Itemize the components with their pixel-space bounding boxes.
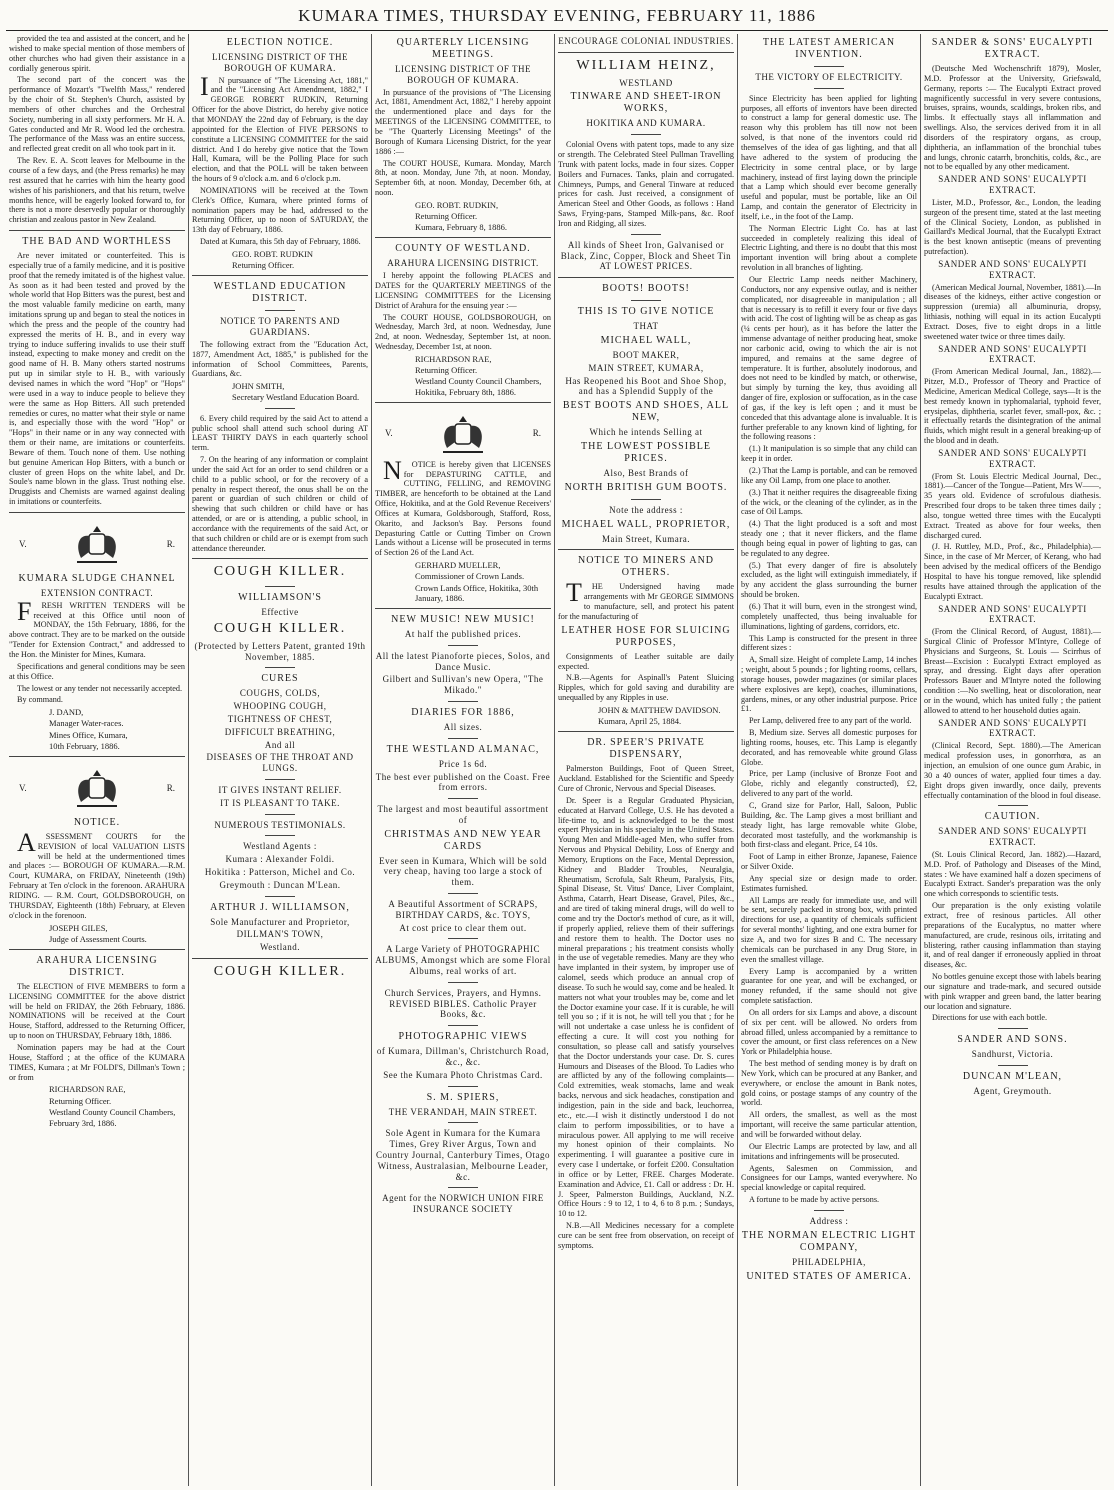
divider [448,645,478,646]
scraps-text: A Beautiful Assortment of SCRAPS, BIRTHDAY CARDS, &c. TOYS, [388,899,538,920]
special-size-text: Any special size or design made to order. Estimates furnished. [741,873,917,893]
signature-place: Westland County Council Chambers, [49,1106,176,1117]
westland-text: Westland. [259,942,301,953]
divider [448,701,478,702]
delivered-text: Per Lamp, delivered free to any part of the world. [749,716,912,726]
speer-heading: DR. SPEER'S PRIVATE DISPENSARY, [587,737,705,761]
mosler-text: (Deutsche Med Wochenschrift 1879), Mosler, M.D. Professor at the University, Griefswald, Germany, reports :— The Eucalypti Extract proved magnificently successful in very severe contusions, bruises, sprains, wounds, scaldings, broken ribs, and limbs. It effectually stays all inflammation and swellings. Also, the services derived from it in all disorders of the respiratory organs, as croup, diphtheria, an inflammation of the bronchial tubes and lungs, chronic catarrh, bronchitis, colds, &c., are not to be equalled by any other medicament. [924,64,1101,172]
divider [558,731,734,732]
signature-name: GERHARD MUELLER, [415,560,501,571]
signature-name: JOHN & MATTHEW DAVIDSON. [598,704,721,715]
divider [192,958,368,959]
signature-title: Judge of Assessment Courts. [49,933,147,944]
encourage-heading: ENCOURAGE COLONIAL INDUSTRIES. [558,36,734,46]
lowest-prices-heading: THE LOWEST POSSIBLE PRICES. [581,440,711,464]
signature-name: JOHN SMITH, [232,381,285,392]
protected-text: Our Electric Lamps are protected by law, and all imitations and infringements will be prosecuted. [741,1141,917,1161]
divider [558,52,734,53]
column-6 [921,34,1104,1486]
electric-text-1: Since Electricity has been applied for lighting purposes, all efforts of inventors have been directed to construct a lamp for general domestic use. The reason why this problem has till now not been solved, is that none of the inventors could rid themselves of the idea of gas lighting, and that all have adhered to the system of producing the Electricity in some central place, or by large machinery, instead of first laying down the principle that a Lamp which should ever become generally useful and popular, must be portable, like an Oil Lamp, and contain the generator of Electricity in itself, i.e., in the foot of the Lamp. [741,93,917,221]
signature-date: Kumara, April 25, 1884. [598,716,682,727]
column-2 [189,34,372,1486]
divider [265,835,295,836]
agents-wanted-text: Agents, Salesmen on Commission, and Consignees for our Lamps, wanted everywhere. No special knowledge or capital required. [741,1163,917,1193]
cancer-text: (From St. Louis Electric Medical Journal, Dec., 1881).—Cancer of the Tongue—Patient, Mrs W——, 35 years old. Evidence of scrofulous diathesis. Prescribed four drops to be taken three times daily ; also, tongue wetted three times with the Eucalypti Extract. Treated as above for four weeks, then discharged cured. [924,471,1101,540]
reason-5-text: (5.) That every danger of fire is absolutely excluded, as the light will extinguish immediately, if by any accident the glass surrounding the burner should be broken. [741,560,917,600]
parents-heading: NOTICE TO PARENTS AND GUARDIANS. [219,316,341,338]
best-brands-text: Also, Best Brands of [603,467,689,478]
sander-sons-heading: SANDER AND SONS. [957,1034,1068,1046]
philadelphia-text: PHILADELPHIA, [792,1256,866,1267]
reason-6-text: (6.) That it will burn, even in the strongest wind, completely unaffected, thus being invaluable for illuminations, lighting of gardens, corridors, etc. [741,601,917,631]
hop-bitters-heading: THE BAD AND WORTHLESS [22,236,172,248]
divider [265,667,295,668]
directions-text: Directions for use with each bottle. [932,1013,1048,1023]
column-1 [6,34,189,1486]
divider [558,549,734,550]
divider [814,88,844,89]
cure-item: WHOOPING COUGH, [233,701,327,712]
photo-card-text: See the Kumara Photo Christmas Card. [383,1069,543,1080]
divider [448,938,478,939]
royal-arms-icon [433,412,493,456]
cure-item: DISEASES OF THE THROAT AND LUNGS. [206,752,354,774]
divider [9,512,185,513]
eucalypti-subheading: SANDER AND SONS' EUCALYPTI EXTRACT. [938,447,1087,469]
arahura-appoint-text: I hereby appoint the following PLACES and DATES for the QUARTERLY MEETINGS of the LICENSING COMMITTEES for the Licensing District of Arahura for the ensuing year :— [375,271,551,310]
signature-name: J. DAND, [49,707,84,718]
all-sizes-text: All sizes. [443,721,483,732]
consignments-text: Consignments of Leather suitable are daily expected. [558,651,734,671]
royal-crest-row-2 [9,762,185,814]
eucalypti-heading: SANDER & SONS' EUCALYPTI EXTRACT. [931,37,1094,60]
arahura-heading: ARAHURA LICENSING DISTRICT. [36,954,158,978]
education-heading: WESTLAND EDUCATION DISTRICT. [213,281,347,305]
crest-v-label: V. [19,538,27,549]
divider [375,237,551,238]
aspinall-text: N.B.—Agents for Aspinall's Patent Sluicing Ripples, which for gold saving and durability are unequalled by any Ripples in use. [558,673,734,703]
concert-text-3: The Rev. E. A. Scott leaves for Melbourne in the course of a few days, and (the Press remarks) he may rest assured that he carries with him the hearty good wishes of his parishioners, and that his return, twelve months hence, will be eagerly looked forward to, for there is not a more deservedly popular or thoroughly christian and zealous pastor in New Zealand. [9,156,185,225]
ruttley-text: (J. H. Ruttley, M.D., Prof., &c., Philadelphia).—Since, in the case of Mr Mercer, of Kerang, who had been advised by the medical officers of the Bendigo Hospital to have his tongue removed, like splendid results have attained through the application of the Eucalypti Extract. [924,542,1101,601]
assortment-text: The largest and most beautiful assortment of [377,804,549,825]
agent-item: Kumara : Alexander Foldi. [225,854,335,865]
education-text: The following extract from the "Education Act, 1877, Amendment Act, 1885," is published for the information of School Committees, Parents, Guardians, &c. [192,339,368,379]
cure-item: TIGHTNESS OF CHEST, [227,714,333,725]
extension-contract-heading: EXTENSION CONTRACT. [40,587,154,598]
election-text: The ELECTION of FIVE MEMBERS to form a LICENSING COMMITTEE for the above district will be held on FRIDAY, the 26th February, 1886. NOMINATIONS will be received at the Court House, Stafford, addressed to the Returning Officer, up to noon on THURSDAY, February 18th, 1886. [9,981,185,1041]
signature-title: Returning Officer. [232,260,295,271]
divider [448,893,478,894]
effective-text: Effective [261,607,299,618]
signature-title: Manager Water-races. [49,718,124,729]
volatile-text: Our preparation is the only existing volatile extract, free of resinous particles. All other preparations of the Eucalyptus, no matter where manufactured, are crude, resinous oils, irritating and blistering, rather causing inflammation than staying it, and of real danger if erroneously applied in throat diseases, &c. [924,901,1101,970]
christmas-cards-heading: CHRISTMAS AND NEW YEAR CARDS [384,828,542,852]
arahura-licensing-heading: ARAHURA LICENSING DISTRICT. [387,258,539,269]
signature-name: GEO. ROBT. RUDKIN, [415,199,499,210]
hokitika-kumara-text: HOKITIKA AND KUMARA. [586,118,706,129]
crest-r-label: R. [166,782,175,793]
divider [998,1028,1028,1029]
nominations-text: NOMINATIONS will be received at the Town Clerk's Office, Kumara, where printed forms of nomination papers may be had, addressed to the Returning Officer, up to noon of SATURDAY, the 13th day of February, 1886. [192,185,368,235]
divider [448,738,478,739]
orders-text: All orders, the smallest, as well as the most important, will receive the same particular attention, and will be forwarded without delay. [741,1110,917,1140]
mintyre-text: (From the Clinical Record, of August, 1881).—Surgical Clinic of Professor M'Intyre, College of Physicians and Surgeons, St. Louis — Scirrhus of Breast—Excision : Eucalypti Extract employed as spray, and dressing. Eight days after operation Professors Bauer and M'Intyre noted the following condition :—No swelling, heat or discoloration, near or in the wound, which has united fully ; the patient allowed to attend to her household duties again. [924,627,1101,715]
licensing-district-heading: LICENSING DISTRICT OF THE BOROUGH OF KUMARA. [212,52,348,73]
divider [265,408,295,409]
size-c-text: C, Grand size for Parlor, Hall, Saloon, Public Building, &c. The Lamp gives a most brilliant and steady light, has large removable white Globe, decorated most tastefully, and the workmanship is both first-class and elegant. Price, £4 10s. [741,801,917,850]
speer-nb-text: N.B.—All Medicines necessary for a complete cure can be sent free from observation, on receipt of symptoms. [558,1221,734,1250]
main-street-text: MAIN STREET, KUMARA, [588,362,704,373]
miners-heading: NOTICE TO MINERS AND OTHERS. [577,555,715,579]
divider [814,66,844,67]
views-text: of Kumara, Dillman's, Christchurch Road, &c., &c. [376,1046,550,1068]
discount-text: On all orders for six Lamps and above, a discount of six per cent. will be allowed. No orders from abroad filled, unless accompanied by a remittance to cover the amount, or first class references on a New York or Philadelphia house. [741,1007,917,1057]
notice-heading: NOTICE. [73,816,121,828]
nomination-text: Nomination papers may be had at the Court House, Stafford ; at the office of the KUMARA TIMES, Kumara ; at Mr FOLDI'S, Dillman's Town ; or from [9,1042,185,1082]
divider [265,814,295,815]
divider [375,608,551,609]
divider [631,234,661,235]
mclean-heading: DUNCAN M'LEAN, [962,1071,1063,1083]
photographic-views-heading: PHOTOGRAPHIC VIEWS [398,1031,528,1043]
selling-text: Which he intends Selling at [589,427,703,438]
cough-killer-heading: COUGH KILLER. [213,564,347,580]
electric-text-3: Our Electric Lamp needs neither Machinery, Conductors, nor any expensive outlay, and is neither complicated, nor disagreeable in manipulation ; all that is necessary is to refill it every four or five days with acid. The cost of lighting will be as cheap as gas (¼ cents per hour), as it has before the latter the immense advantage of neither producing heat, smoke nor carbonic acid, owing to which the air is not impured, and remains at the same degree of temperature. It is further, absolutely inodorous, and does not need to be kindled by match, or otherwise, but simply by turning the key, thus avoiding all danger of fire, explosion or suffocation, as in the case of gas, if the key is left open ; and it must be conceded that this advantage alone is invaluable. It is further preferable to any known kind of lighting, for the following reasons : [741,274,917,442]
concert-text-2: The second part of the concert was the performance of Mozart's "Twelfth Mass," rendered by the choir of St. Stephen's Church, assisted by members of other churches and the Orchestral Society, numbering in all sixty performers. Mr H. A. Gates conducted and Mr R. Wood led the orchestra. The performance of the Mass was an entire success, and reflected great credit on all who took part in it. [9,75,185,154]
foot-lamp-text: Foot of Lamp in either Bronze, Japanese, Faience or Silver Oxide. [741,852,917,872]
goldsborough-dates-text: The COURT HOUSE, GOLDSBOROUGH, on Wednesday, March 3rd, at noon. Wednesday, June 2nd, at noon. Wednesday, September 1st, at noon. Wednesday, December 1st, at noon. [375,312,551,352]
pitzer-text: (From American Medical Journal, Jan., 1882).—Pitzer, M.D., Professor of Theory and Practice of Medicine, American Medical College, says—It is the best remedy known in typhomalarial, typhoid fever, erysipelas, diphtheria, scarlet fever, small-pox, &c. ; it effectually retards the disintegration of the animal fluids, which might result in a general breaking-up of the blood and in death. [924,367,1101,446]
signature-title: Secretary Westland Education Board. [232,392,360,403]
divider [998,1065,1028,1066]
dillmans-town-text: DILLMAN'S TOWN, [236,929,324,940]
pianoforte-text: All the latest Pianoforte pieces, Solos, and Dance Music. [375,650,551,672]
election-notice-heading: ELECTION NOTICE. [226,37,334,48]
royal-crest-row [375,408,551,460]
divider [265,586,295,587]
column-4 [555,34,738,1486]
royal-arms-icon [67,522,127,566]
sludge-channel-heading: KUMARA SLUDGE CHANNEL [18,572,176,584]
ready-text: All Lamps are ready for immediate use, and will be sent, securely packed in strong box, with printed directions for use, a quantity of chemicals sufficient for several months' lighting, and one extra burner for size A, and two for sizes B and C. The necessary chemicals can be purchased in any Drug Store, in even the smallest village. [741,895,917,964]
signature-name: RICHARDSON RAE, [415,353,492,364]
signature-place: Crown Lands Office, Hokitika, 30th January, 1886. [415,582,539,603]
westland-heading: WESTLAND [619,77,673,88]
sheet-iron-text: All kinds of Sheet Iron, Galvanised or Black, Zinc, Copper, Block and Sheet Tin AT LOWEST PRICES. [560,239,732,272]
clause-7-text: 7. On the hearing of any information or complaint under the said Act for an order to send children or a child to a public school, or for the recovery of a penalty in respect thereof, the onus shall be on the parent or guardian of such children or child of shewing that such children or child have or has attended, or are or is attending, a public school, in accordance with the requirements of the said Act, or that such children or child are or is exempt from such attendance thereunder. [192,455,368,553]
signature-title: Returning Officer. [415,211,478,222]
eucalypti-subheading: SANDER AND SONS' EUCALYPTI EXTRACT. [938,343,1087,365]
boot-maker-text: BOOT MAKER, [612,349,680,360]
licensing-district-heading: LICENSING DISTRICT OF THE BOROUGH OF KUMARA. [395,64,531,85]
signature-date: February 3rd, 1886. [49,1117,117,1128]
divider [448,1086,478,1087]
column-3 [372,34,555,1486]
county-westland-heading: COUNTY OF WESTLAND. [395,243,531,255]
divider [448,1187,478,1188]
hop-bitters-text: Are never imitated or counterfeited. This is especially true of a family medicine, and it is positive proof that the remedy imitated is of the highest value. As soon as it had been tested and proved by the whole world that Hop Bitters was the purest, best and the most valuable family medicine on earth, many imitations sprung up and began to steal the notices in which the press and the people of the country had expressed the merits of H. B., and in every way trying to induce suffering invalids to use their stuff instead, expecting to make money and credit on the good name of H. B. Many others started nostrums put up in similar style to H. B., with variously devised names in which the word "Hop" or "Hops" were used in a way to induce people to believe they were the same as Hop Bitters. All such pretended remedies or cures, no matter what their style or name is, and especially those with the word "Hop" or "Hops" in their name or in any way connected with them or their name, are imitations or counterfeits. Beware of them. Touch none of them. Use nothing but genuine American Hop Bitters, with a bunch or cluster of green Hops on the white label, and Dr. Soule's name blown in the glass. Trust nothing else. Druggists and Chemists are warned against dealing in imitations or counterfeits. [9,251,185,507]
greymouth-text: Agent, Greymouth. [973,1086,1052,1097]
relief-text: IT GIVES INSTANT RELIEF. [218,785,342,796]
divider [631,134,661,135]
divider [265,896,295,897]
testimonials-text: NUMEROUS TESTIMONIALS. [214,819,346,830]
size-a-text: A, Small size. Height of complete Lamp, 14 inches ; weight, about 5 pounds ; for lighting rooms, cellars, storage houses, powder magazines (or similar places where explosives are kept), coaches, illuminations, gardens, mines, or any other industrial purpose. Price £1. [741,655,917,714]
column-5 [738,34,921,1486]
quarterly-meetings-heading: QUARTERLY LICENSING MEETINGS. [396,37,530,60]
signature-date: 10th February, 1886. [49,740,120,751]
divider [192,558,368,559]
divider [448,1122,478,1123]
lister-text: Lister, M.D., Professor, &c., London, the leading surgeon of the present time, stated at the last meeting of the Clinical Society, London, as published in Gaillard's Medical Journal, that the Eucalypti Extract is the best known antiseptic (means of preventing putrefaction). [924,197,1101,257]
concert-text-1: provided the tea and assisted at the concert, and he wished to make special mention of those members of other churches who had given their assistance in a cordially generous spirit. [9,34,185,73]
almanac-price-text: Price 1s 6d. [438,758,488,769]
divider [375,402,551,403]
victory-heading: THE VICTORY OF ELECTRICITY. [755,72,903,82]
masthead: KUMARA TIMES, THURSDAY EVENING, FEBRUARY 11, 1886 [298,6,816,25]
price-b-text: Price, per Lamp (inclusive of Bronze Foot and Globe, richly and elegantly constructed), £2, delivered to any part of the world. [741,769,917,799]
meeting-dates-text: The COURT HOUSE, Kumara. Monday, March 8th, at noon. Monday, June 7th, at noon. Monday, September 6th, at noon. Monday, December 6th, at noon. [375,158,551,198]
sizes-text: This Lamp is constructed for the present in three different sizes : [741,633,917,653]
signature-name: RICHARDSON RAE, [49,1084,126,1095]
caution-heading: CAUTION. [984,811,1041,823]
eucalypti-subheading: SANDER AND SONS' EUCALYPTI EXTRACT. [938,717,1087,739]
signature-place: Westland County Council Chambers, Hokitika, February 8th, 1886. [415,376,542,397]
top-rule [6,30,1108,31]
divider [631,499,661,500]
divider [631,300,661,301]
crest-r-label: R. [532,428,541,439]
address-label: Address : [809,1215,849,1226]
eucalypti-subheading: SANDER AND SONS' EUCALYPTI EXTRACT. [938,826,1087,848]
spiers-heading: S. M. SPIERS, [426,1091,500,1103]
kumara-cheap-text: Ever seen in Kumara, Which will be sold very cheap, having too large a stock of them. [379,855,547,888]
clinical-record-text: (Clinical Record, Sept. 1880).—The American medical profession uses, in gonorrhœa, as an injection, an emulsion of one ounce gum Arabic, in 30 a 40 ounces of water, applied four times a day. Eight drops given inwardly, once daily, prevents effectually contamination of the blood in foul disease. [924,741,1101,800]
albums-text: A Large Variety of PHOTOGRAPHIC ALBUMS, Amongst which are some Floral Albums, real works of art. [375,944,551,977]
divider [998,805,1028,806]
speer-body-text: Dr. Speer is a Regular Graduated Physician, educated at Harvard College, U.S. He has devoted a life-time to, and is acknowledged to be the most expert Physician in his specialty in the United States. Young Men and Middle-aged Men, who suffer from Nervous and Physical Debility, Loss of Energy and Memory, Eruptions on the Face, Mental Depression, Kidney and Bladder Troubles, Neuralgia, Rheumatism, Scrofula, Salt Rheum, Paralysis, Fits, Spinal Disease, St. Vitus' Dance, Liver Complaint, Asthma, Catarrh, Heart Disease, Gravel, Piles, &c., and are tired of taking mineral drugs, will do well to come and try the Doctor's method of cure, as it will, if properly applied, relieve them of their sufferings and restore them to health. The Doctor uses no mineral preparations ; his treatment consists wholly in the use of vegetable remedies. Many are they who have implanted in their system, by improper use of calomel, seeds which produce an annual crop of disease. To such he would say, come and be healed. It matters not what your troubles may be, come and let the Doctor examine your case. If it is curable, he will tell you so ; if it is not, he will tell you that ; for he will not undertake a case unless he is confident of effecting a cure. It will cost you nothing for consultation, so please call and satisfy yourselves that the Doctor understands your case. Dr. S. cures Humours and Diseases of the Blood. To Ladies who are afflicted by any of the following complaints—Cold extremities, weak stomachs, lame and weak backs, nervous and sick headaches, constipation and indigestion, pain in the side and back, leuchorrea, etc., etc.—I wish it distinctly understood I do not claim to perform impossibilities, or to have a miraculous power. All applying to me will receive my honest opinion of their complaints. No experimenting. I will guarantee a positive cure in every case I undertake, or forfeit £200. Consultation in office or by Letter, FREE. Charges Moderate. Examination and Advice, £1. Call or address : Dr. H. J. Speer, Palmerston Buildings, Auckland, N.Z. Office Hours : 9 to 12, 1 to 4, 6 to 8 p.m. ; Sundays, 10 to 12. [558,795,734,1219]
pleasant-text: IT IS PLEASANT TO TAKE. [220,797,340,808]
eucalypti-subheading: SANDER AND SONS' EUCALYPTI EXTRACT. [938,258,1087,280]
manufacturer-text: Sole Manufacturer and Proprietor, [210,916,350,927]
fortune-text: A fortune to be made by active persons. [749,1195,880,1205]
boots-heading: BOOTS! BOOTS! [602,283,690,295]
crest-v-label: V. [385,428,393,439]
norwich-agent-text: Agent for the NORWICH UNION FIRE INSURANCE SOCIETY [382,1193,544,1215]
specifications-text: Specifications and general conditions may be seen at this Office. [9,661,185,681]
lowest-tender-text: The lowest or any tender not necessarily accepted. [17,683,183,693]
crest-r-label: R. [166,538,175,549]
money-method-text: The best method of sending money is by draft on New York, which can be procured at any Banker, and everywhere, or enclose the amount in Bank notes, gold coins, or postage stamps of any country of the world. [741,1059,917,1108]
agent-item: Hokitika : Patterson, Michel and Co. [204,867,356,878]
verandah-text: THE VERANDAH, MAIN STREET. [388,1106,538,1117]
reason-3-text: (3.) That it neither requires the disagreeable fixing of the wick, or the cleaning of the cylinder, as in the case of Oil Lamps. [741,487,917,517]
leather-hose-heading: LEATHER HOSE FOR SLUICING PURPOSES, [561,624,731,648]
usa-heading: UNITED STATES OF AMERICA. [746,1270,912,1282]
divider [558,277,734,278]
give-notice-heading: THIS IS TO GIVE NOTICE [577,306,715,318]
signature-name: JOSEPH GILES, [49,922,108,933]
half-price-text: At half the published prices. [404,628,522,639]
meetings-text: In pursuance of the provisions of "The Licensing Act, 1881, Amendment Act, 1882," I hereby appoint the undermentioned place and days for the MEETINGS of the LICENSING COMMITTEE, to be "The Quarterly Licensing Meetings" of the Borough of Kumara Licensing District, for the year 1886 :— [375,87,551,156]
almanac-heading: THE WESTLAND ALMANAC, [386,743,540,755]
church-services-text: Church Services, Prayers, and Hymns. REVISED BIBLES. Catholic Prayer Books, &c. [384,987,542,1020]
michael-wall-heading: MICHAEL WALL, [600,334,692,346]
signature-title: Commissioner of Crown Lands. [415,571,525,582]
sandhurst-text: Sandhurst, Victoria. [971,1049,1054,1060]
signature-title: Returning Officer. [49,1095,112,1106]
mikado-text: Gilbert and Sullivan's new Opera, "The Mikado." [382,674,544,696]
cost-price-text: At cost price to clear them out. [399,922,527,933]
reopened-text: Has Reopened his Boot and Shoe Shop, and has a Splendid Supply of the [565,375,727,397]
royal-crest-row [9,518,185,570]
signature-name: GEO. ROBT. RUDKIN [232,248,314,259]
wall-proprietor-heading: MICHAEL WALL, PROPRIETOR, [561,518,731,530]
newspaper-columns [6,34,1108,1486]
agents-heading: Westland Agents : [243,841,317,852]
tender-text: FRESH WRITTEN TENDERS will be received at this Office until noon of MONDAY, the 15th February, 1886, for the above contract. They are to be marked on the outside "Tender for Extension Contract," and addressed to the Hon. the Minister for Mines, Kumara. [9,596,185,659]
licenses-text: NOTICE is hereby given that LICENSES for DEPASTURING CATTLE, and CUTTING, FELLING, and REMOVING TIMBER, are henceforth to be obtained at the Land Office, Hokitika, and at the Gold Revenue Receivers' Offices at Kumara, Goldsborough, Stafford, Ross, Okarito, and Jackson's Bay. Persons found Depasturing Cattle or Cutting Timber on Crown Lands without a License will be prosecuted in terms of Section 26 of the Land Act. [375,455,551,558]
agent-item: Greymouth : Duncan M'Lean. [219,879,341,890]
reason-1-text: (1.) It manipulation is so simple that any child can keep it in order. [741,444,917,464]
almanac-best-text: The best ever published on the Coast. Free from errors. [375,771,551,793]
speer-address-text: Palmerston Buildings, Foot of Queen Street, Auckland. Established for the Scientific and Speedy Cure of Chronic, Nervous and Special Diseases. [558,764,734,793]
divider [265,779,295,780]
signature-date: Kumara, February 8, 1886. [415,222,508,233]
reason-2-text: (2.) That the Lamp is portable, and can be removed like any Oil Lamp, from one place to another. [741,466,917,485]
cures-heading: CURES [261,673,299,685]
cure-item: COUGHS, COLDS, [239,688,321,699]
by-command-text: By command. [17,695,63,705]
tinware-list-text: Colonial Ovens with patent tops, made to any size or strength. The Celebrated Steel Pullman Travelling Trunk with patent locks, made in four sizes. Copper Boilers and Furnaces. Tanks, plain and corrugated. Chimneys, Pumps, and General Tinware at reduced prices for cash. Just received, a consignment of American Steel and Other Goods, as follows : Hand Saws, Frying-pans, Stamped Milk-pans, &c. Roof Iron and Ridging, all sizes. [558,140,734,228]
assessment-text: ASSESSMENT COURTS for the REVISION of local VALUATION LISTS will be held at the undermentioned times and places :— BOROUGH OF KUMARA.—R.M. Court, KUMARA, on FRIDAY, Nineteenth (19th) February at Ten o'clock in the forenoon. ARAHURA RIDING. — R.M. Court, GOLDSBOROUGH, on THURSDAY, Eighteenth (18th) February, at Eleven o'clock in the forenoon. [9,827,185,920]
eucalypti-subheading: SANDER AND SONS' EUCALYPTI EXTRACT. [938,603,1087,625]
undersigned-text: THE Undersigned having made arrangements with Mr GEORGE SIMMONS to manufacture, sell, and protect his patent for the manufacturing of [558,578,734,621]
sole-agent-text: Sole Agent in Kumara for the Kumara Times, Grey River Argus, Town and Country Journal, Canterbury Times, Otago Witness, Australasian, Melbourne Leader, &c. [376,1128,550,1182]
tinware-heading: TINWARE AND SHEET-IRON WORKS, [570,91,722,115]
divider [9,756,185,757]
electric-text-2: The Norman Electric Light Co. has at last succeeded in completely realizing this ideal of Electric Lighting, and there is no doubt that this most important invention will bring about a complete revolution in all branches of lighting. [741,223,917,273]
new-music-heading: NEW MUSIC! NEW MUSIC! [391,613,535,625]
norman-company-heading: THE NORMAN ELECTRIC LIGHT COMPANY, [741,1229,917,1253]
size-b-text: B, Medium size. Serves all domestic purposes for lighting rooms, houses, etc. This Lamp is elegantly decorated, and has removeable white ground Glass Globe. [741,728,917,767]
williamson-name-heading: ARTHUR J. WILLIAMSON, [210,901,350,913]
dated-text: Dated at Kumara, this 5th day of February, 1886. [200,237,361,247]
american-invention-heading: THE LATEST AMERICAN INVENTION. [762,37,896,60]
divider [9,949,185,950]
diaries-heading: DIARIES FOR 1886, [411,706,515,718]
reason-4-text: (4.) That the light produced is a soft and most steady one ; that it never flickers, and the flame though being equal in power of lighting to gas, can be regulated to any degree. [741,519,917,558]
divider [192,275,368,276]
wall-address-text: Main Street, Kumara. [602,533,690,544]
heinz-heading: WILLIAM HEINZ, [576,57,716,73]
cough-killer-footer: COUGH KILLER. [213,964,347,979]
williamson-heading: WILLIAMSON'S [238,592,322,604]
eucalypti-subheading: SANDER AND SONS' EUCALYPTI EXTRACT. [938,174,1087,196]
hazard-text: (St. Louis Clinical Record, Jan. 1882).—Hazard, M.D. Prof. of Pathology and Diseases of the Mind, states : We have examined half a dozen specimens of Eucalypti Extract. Sander's preparation was the only one which corresponds to scientific tests. [924,849,1101,899]
crest-v-label: V. [19,782,27,793]
cure-item: DIFFICULT BREATHING, [224,726,336,737]
divider [265,310,295,311]
gum-boots-heading: NORTH BRITISH GUM BOOTS. [564,481,728,493]
best-boots-heading: BEST BOOTS AND SHOES, ALL NEW, [562,400,730,424]
divider [814,1210,844,1211]
divider [9,230,185,231]
patent-text: (Protected by Letters Patent, granted 19th November, 1885. [194,640,366,662]
cough-killer-heading-2: COUGH KILLER. [213,621,347,637]
note-address-text: Note the address : [609,504,683,515]
divider [448,798,478,799]
divider [448,1025,478,1026]
signature-place: Mines Office, Kumara, [49,729,128,740]
divider [448,982,478,983]
clause-6-text: 6. Every child required by the said Act to attend a public school shall attend such school during AT LEAST THIRTY DAYS in each quarterly school term. [192,413,368,453]
kidneys-text: (American Medical Journal, November, 1881).—In diseases of the kidneys, either active congestion or suppression (uremia) all albuminuria, dropsy, lithiasis, nothing will equal in its action Eucalypti Extract. Doses, five to eight drops in a little sweetened water twice or three times daily. [924,282,1101,341]
cure-item: And all [264,739,296,750]
that-text: THAT [633,321,659,332]
election-notice-text: IN pursuance of "The Licensing Act, 1881," and the "Licensing Act Amendment, 1882," I GEORGE ROBERT RUDKIN, Returning Officer for the above District, do hereby give notice that MONDAY the 22nd day of February, is the day appointed for the Election of FIVE PERSONS to constitute a LICENSING COMMITTEE for the said district. And I do hereby give notice that the Town Hall, Kumara, will be the Polling Place for such election, and that the POLL will be taken between the hours of 9 o'clock a.m. and 6 o'clock p.m. [192,71,368,184]
signature-title: Returning Officer. [415,365,478,376]
guarantee-text: Every Lamp is accompanied by a written guarantee for one year, and will be exchanged, or money refunded, if the same should not give complete satisfaction. [741,966,917,1006]
royal-arms-icon [67,766,127,810]
bottles-text: No bottles genuine except those with labels bearing our signature and trade-mark, and secured outside with pink wrapper and green band, the latter bearing our location and signature. [924,972,1101,1011]
